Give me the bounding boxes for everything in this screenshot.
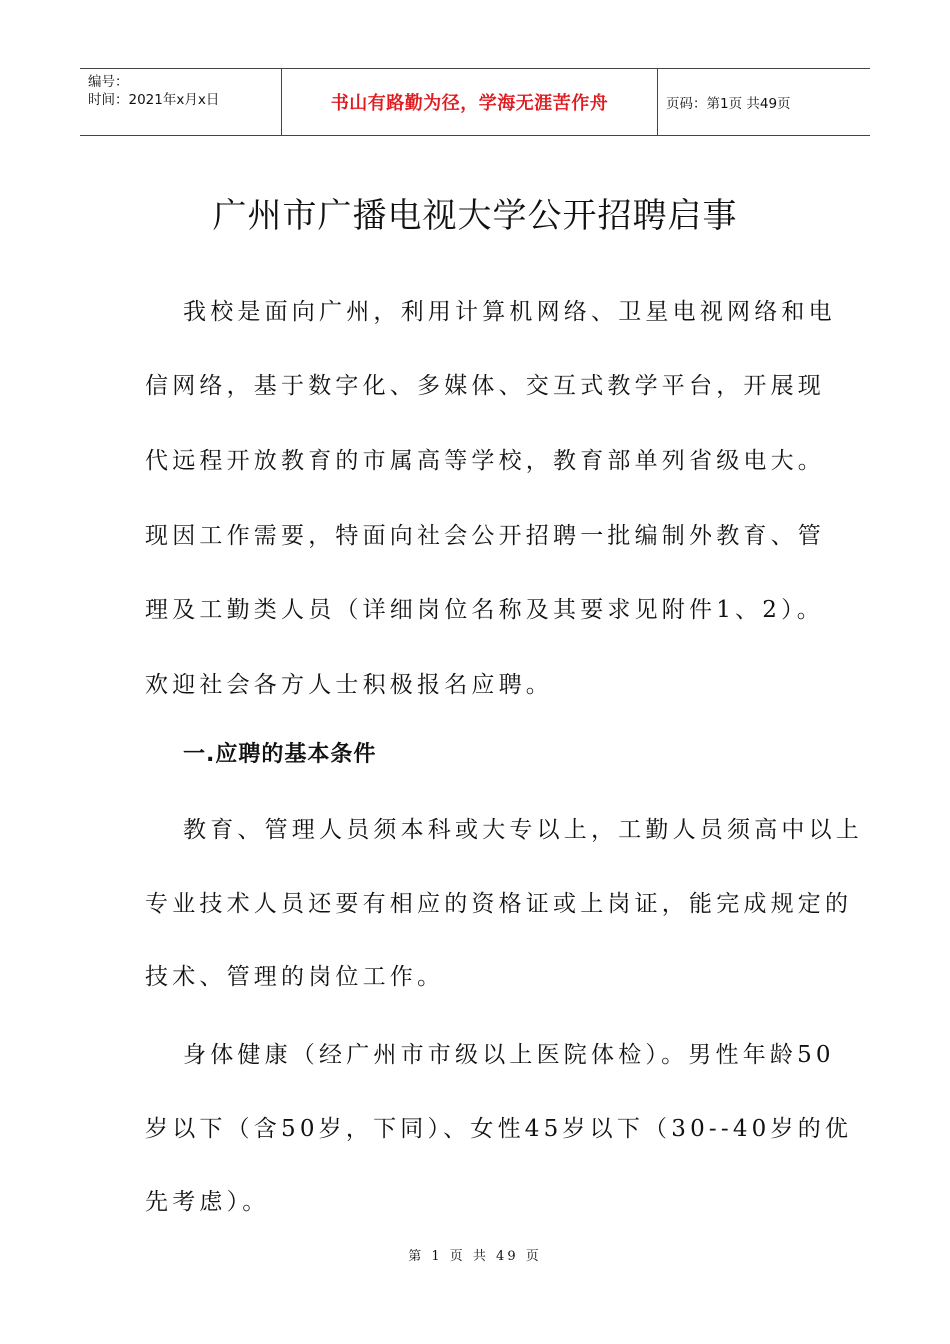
document-code-label: 编号： bbox=[88, 74, 129, 90]
paragraph-line: 理及工勤类人员（详细岗位名称及其要求见附件1、2）。 bbox=[145, 597, 824, 623]
document-title: 广州市广播电视大学公开招聘启事 bbox=[212, 196, 738, 236]
paragraph-line: 信网络，基于数字化、多媒体、交互式教学平台，开展现 bbox=[145, 373, 825, 399]
header-motto: 书山有路勤为径，学海无涯苦作舟 bbox=[282, 69, 658, 135]
paragraph-line: 技术、管理的岗位工作。 bbox=[145, 964, 445, 990]
paragraph-line: 现因工作需要，特面向社会公开招聘一批编制外教育、管 bbox=[145, 523, 825, 549]
paragraph-line: 教育、管理人员须本科或大专以上，工勤人员须高中以上 bbox=[183, 817, 863, 843]
paragraph-line: 欢迎社会各方人士积极报名应聘。 bbox=[145, 672, 553, 698]
page-footer: 第 1 页 共 49 页 bbox=[408, 1249, 542, 1264]
paragraph-line: 专业技术人员还要有相应的资格证或上岗证，能完成规定的 bbox=[145, 891, 853, 917]
header-page-info: 页码：第1页 共49页 bbox=[666, 96, 791, 112]
section-heading: 一.应聘的基本条件 bbox=[183, 742, 377, 767]
paragraph-line: 身体健康（经广州市市级以上医院体检）。男性年龄50 bbox=[183, 1042, 835, 1068]
paragraph-line: 代远程开放教育的市属高等学校，教育部单列省级电大。 bbox=[145, 448, 825, 474]
document-date: 时间：2021年x月x日 bbox=[88, 92, 220, 108]
header-meta bbox=[80, 69, 282, 135]
paragraph-line: 先考虑）。 bbox=[145, 1189, 270, 1215]
paragraph-line: 我校是面向广州，利用计算机网络、卫星电视网络和电 bbox=[183, 299, 836, 325]
page-header bbox=[80, 68, 870, 136]
paragraph-line: 岁以下（含50岁，下同）、女性45岁以下（30--40岁的优 bbox=[145, 1116, 853, 1142]
